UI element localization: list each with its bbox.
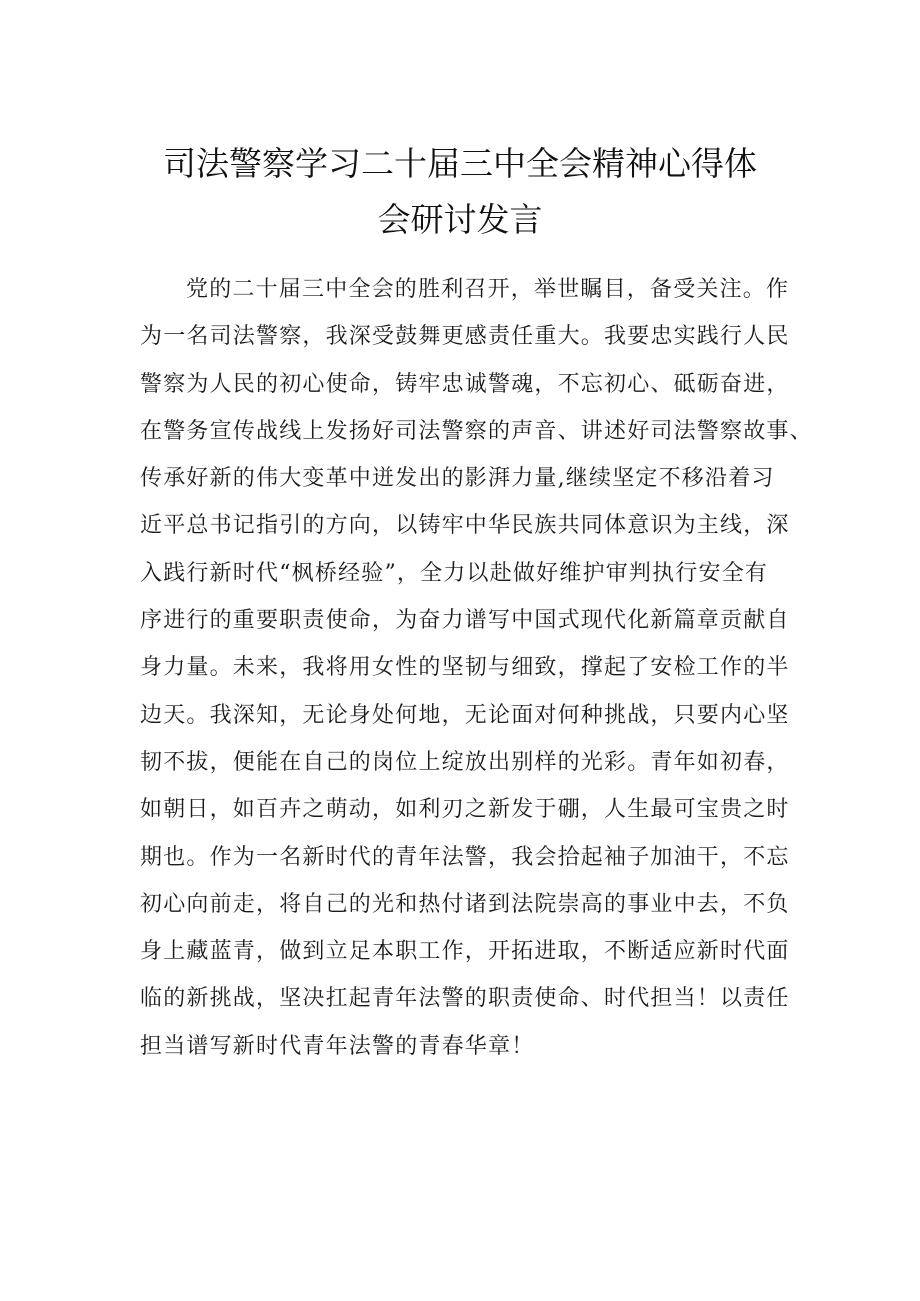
body-line: 传承好新的伟大变革中迸发出的影湃力量,继续坚定不移沿着习 — [140, 466, 775, 492]
body-line: 在警务宣传战线上发扬好司法警察的声音、讲述好司法警察故事、 — [140, 418, 813, 444]
body-line: 身上藏蓝青，做到立足本职工作，开拓进取，不断适应新时代面 — [140, 939, 790, 965]
document-title-line-2: 会研讨发言 — [377, 200, 543, 239]
body-line: 边天。我深知，无论身处何地，无论面对何种挑战，只要内心坚 — [140, 702, 790, 728]
body-line: 初心向前走，将自己的光和热付诸到法院崇高的事业中去，不负 — [140, 891, 790, 917]
body-line: 党的二十届三中全会的胜利召开，举世瞩目，备受关注。作 — [186, 277, 790, 302]
document-body — [140, 266, 813, 1070]
body-line: 身力量。未来，我将用女性的坚韧与细致，撑起了安检工作的半 — [140, 655, 790, 681]
body-line: 警察为人民的初心使命，铸牢忠诚警魂，不忘初心、砥砺奋进， — [140, 371, 790, 397]
body-line: 为一名司法警察，我深受鼓舞更感责任重大。我要忠实践行人民 — [140, 324, 790, 350]
body-line: 担当谱写新时代青年法警的青春华章！ — [140, 1033, 535, 1059]
body-line: 如朝日，如百卉之萌动，如利刃之新发于硼，人生最可宝贵之时 — [140, 797, 790, 823]
body-line: 期也。作为一名新时代的青年法警，我会拾起袖子加油干，不忘 — [140, 844, 790, 870]
body-line: 近平总书记指引的方向，以铸牢中华民族共同体意识为主线，深 — [140, 513, 790, 539]
body-line: 临的新挑战，坚决扛起青年法警的职责使命、时代担当！以责任 — [140, 986, 790, 1012]
body-line: 序进行的重要职责使命，为奋力谱写中国式现代化新篇章贡献自 — [140, 608, 790, 634]
document-title-line-1: 司法警察学习二十届三中全会精神心得体 — [163, 144, 757, 183]
body-line: 入践行新时代“枫桥经验”，全力以赴做好维护审判执行安全有 — [140, 560, 769, 586]
body-line: 韧不拔，便能在自己的岗位上绽放出别样的光彩。青年如初春， — [140, 749, 790, 775]
